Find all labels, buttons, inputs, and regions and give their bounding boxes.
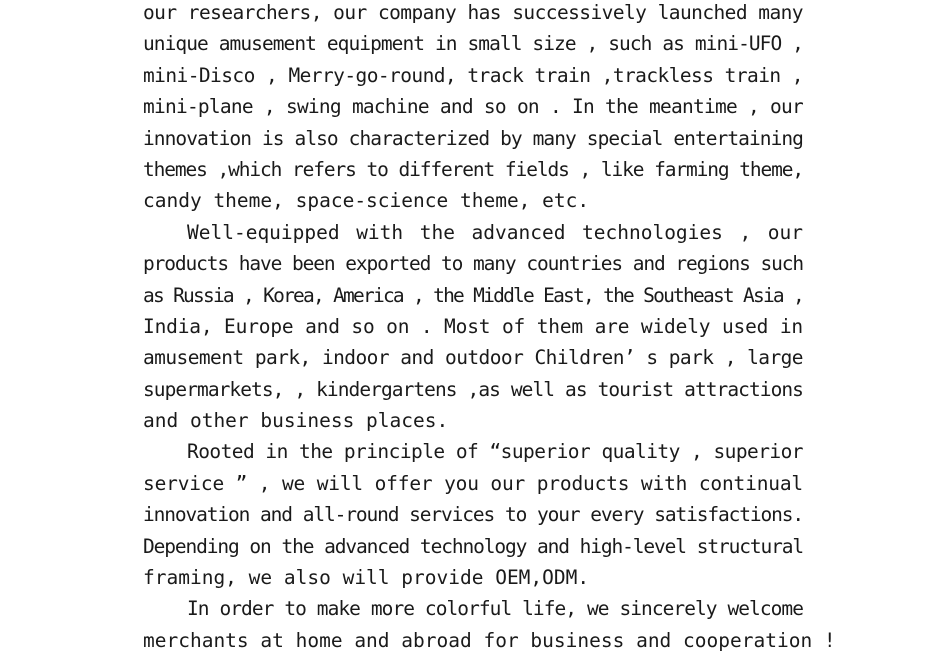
text-line: candy theme, space-science theme, etc. <box>143 189 590 213</box>
text-line: Depending on the advanced technology and high-level structural <box>143 534 803 558</box>
paragraph <box>143 217 803 437</box>
text-line: Rooted in the principle of “superior quality , superior <box>187 440 803 464</box>
text-line: unique amusement equipment in small size , such as mini-UFO , <box>143 32 803 56</box>
text-line: mini-plane , swing machine and so on . In the meantime , our <box>143 95 803 119</box>
paragraph <box>143 593 836 656</box>
text-line: Well-equipped with the advanced technologies , our <box>187 220 803 244</box>
text-line: mini-Disco , Merry-go-round, track train ,trackless train , <box>143 63 803 87</box>
text-line: service ” , we will offer you our products with continual <box>143 471 803 495</box>
text-line: supermarkets, , kindergartens ,as well as tourist attractions <box>143 377 803 401</box>
text-line: themes ,which refers to different fields , like farming theme, <box>143 157 803 181</box>
paragraph <box>143 436 803 593</box>
paragraph <box>143 0 803 217</box>
text-line: framing, we also will provide OEM,ODM. <box>143 566 590 590</box>
document-body <box>143 0 836 656</box>
text-line: our researchers, our company has successively launched many <box>143 1 803 24</box>
text-line: products have been exported to many countries and regions such <box>143 252 803 276</box>
text-line: In order to make more colorful life, we sincerely welcome <box>187 597 803 621</box>
text-line: as Russia , Korea, America , the Middle East, the Southeast Asia , <box>143 283 803 307</box>
text-line: innovation and all-round services to your every satisfactions. <box>143 503 803 527</box>
text-line: innovation is also characterized by many special entertaining <box>143 126 803 150</box>
text-line: merchants at home and abroad for business and cooperation ! <box>143 628 836 652</box>
text-line: amusement park, indoor and outdoor Children’ s park , large <box>143 346 803 370</box>
text-line: and other business places. <box>143 409 449 433</box>
text-line: India, Europe and so on . Most of them are widely used in <box>143 314 803 338</box>
